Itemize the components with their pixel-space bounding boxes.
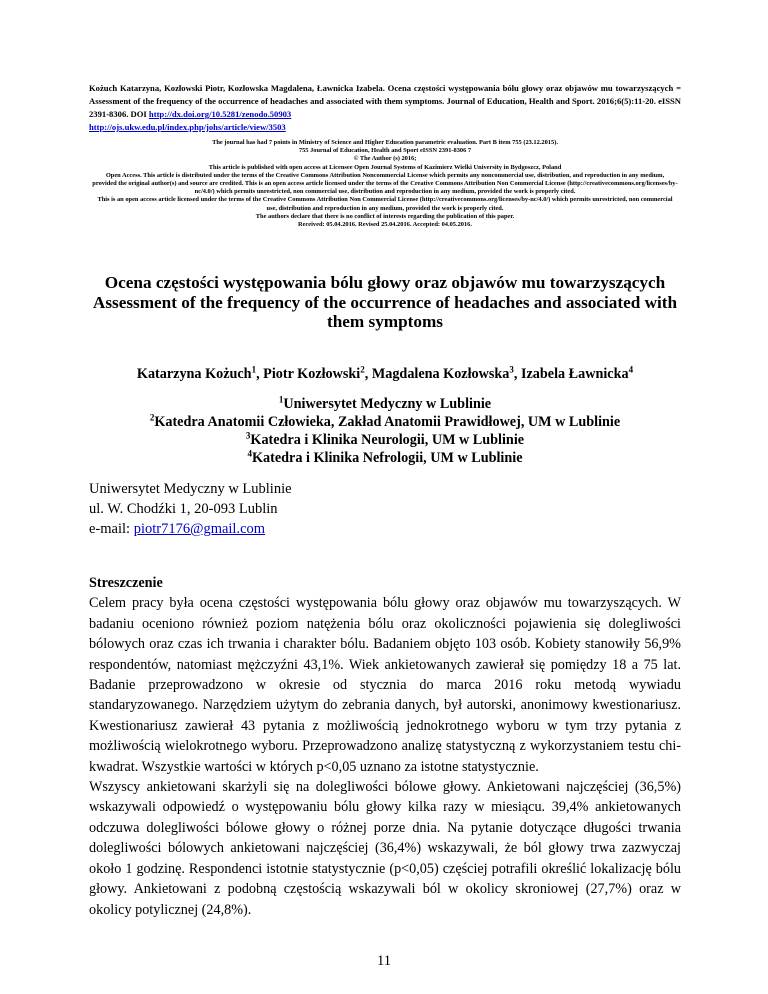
title-english: Assessment of the frequency of the occurrence of headaches and associated with them symptoms [92, 292, 678, 331]
doi-link[interactable]: http://dx.doi.org/10.5281/zenodo.50903 [148, 109, 292, 119]
affiliation: $^1$Uniwersytet Medyczny w Lublinie [278, 394, 492, 412]
author-sup: 4 [628, 364, 634, 375]
license-line: use, distribution and reproduction in any medium, provided the work is properly cited. [266, 204, 504, 212]
author-sup: 3 [509, 364, 514, 375]
author-name: Katarzyna Kożuch [136, 366, 252, 382]
abstract-paragraph: Celem pracy była ocena częstości występowania bólu głowy oraz objawów mu towarzyszących. W badaniu oceniono również poziom natężenia bólu oraz okoliczności pojawienia się dolegliwości bólowych oraz czas ich trwania i charakter bólu. Badaniem objęto 103 osób. Kobiety stanowiły 56,9% respondentów, natomiast mężczyźni 43,1%. Wiek ankietowanych zawierał się pomiędzy 18 a 75 lat. Badanie przeprowadzono w okresie od stycznia do marca 2016 roku metodą wywiadu standaryzowanego. Narzędziem użytym do zebrania danych, był autorski, anonimowy kwestionariusz. Kwestionariusz zawierał 43 pytania z możliwością jednokrotnego wyboru w tym trzy pytania z możliwością wielokrotnego wyboru. Przeprowadzono analizę statystyczną z wykorzystaniem testu chi-kwadrat. Wszystkie wartości w których p<0,05 uznano za istotne statystycznie. [89, 595, 681, 775]
license-block [86, 139, 684, 229]
affiliation: $^4$Katedra i Klinika Nefrologii, UM w Lublinie [247, 448, 523, 466]
author-name: Izabela Ławnicka [520, 366, 629, 382]
email-link[interactable]: piotr7176@gmail.com [133, 521, 266, 537]
author-sup: 1 [251, 364, 257, 375]
author-name: Magdalena Kozłowska [371, 366, 510, 382]
author-list: Katarzyna Kożuch$^1$, Piotr Kozłowski$^2$, Magdalena Kozłowska$^3$, Izabela Ławnicka$^4$ [136, 364, 634, 382]
affiliation: $^2$Katedra Anatomii Człowieka, Zakład Anatomii Prawidłowej, UM w Lublinie [149, 412, 621, 430]
license-line: The authors declare that there is no conflict of interests regarding the publication of this paper. [255, 212, 515, 220]
author-sup: 2 [360, 364, 365, 375]
affiliation-list [80, 395, 690, 467]
author-name: Piotr Kozłowski [263, 366, 361, 382]
license-line: provided the original author(s) and source are credited. This is an open access article licensed under the terms of the Creative Commons Attribution Non Commercial License (http://creativecommons.org/licenses/by-nc/4.0/) which permits unrestricted, non commercial use, distribution and reproduction in any medium, provided the work is properly cited. [92, 180, 678, 196]
license-line: 755 Journal of Education, Health and Sport eISSN 2391-8306 7 [298, 147, 472, 155]
affiliation: $^3$Katedra i Klinika Neurologii, UM w Lublinie [245, 430, 525, 448]
correspondence-address [89, 479, 489, 539]
abstract-section [89, 573, 681, 920]
address-line: ul. W. Chodźki 1, 20-093 Lublin [89, 501, 278, 517]
email-line: e-mail: piotr7176@gmail.com [89, 521, 266, 537]
abstract-paragraph: Wszyscy ankietowani skarżyli się na dolegliwości bólowe głowy. Ankietowani najczęściej (36,5%) wskazywali odpowiedź o występowaniu bólu głowy kilka razy w miesiącu. 39,4% ankietowanych odczuwa dolegliwości bólowe głowy o różnej porze dnia. Na pytanie dotyczące długości trwania dolegliwości bólowych ankietowani najczęściej (36,4%) wskazywali, że ból głowy trwa zazwyczaj około 1 godzinę. Respondenci istotnie statystycznie (p<0,05) częściej potrafili określić lokalizację bólu głowy. Ankietowani z podobną częstością wskazywali ból w okolicy skroniowej (27,7%) oraz w okolicy potylicznej (24,8%). [89, 779, 681, 918]
license-line: Received: 05.04.2016. Revised 25.04.2016. Accepted: 04.05.2016. [298, 221, 472, 229]
page-number: 11 [377, 953, 391, 969]
license-line: © The Author (s) 2016; [353, 155, 417, 163]
license-line: Open Access. This article is distributed under the terms of the Creative Commons Attribution Noncommercial License which permits any noncommercial use, distribution, and reproduction in any medium, [105, 171, 665, 179]
citation-text: Kożuch Katarzyna, Kozłowski Piotr, Kozłowska Magdalena, Ławnicka Izabela. Ocena częstości występowania bólu głowy oraz objawów mu towarzyszących = Assessment of the frequency of the occurrence of headaches and associated with them symptoms. Journal of Education, Health and Sport. 2016;6(5):11-20. eISSN 2391-8306. DOI [89, 83, 681, 119]
license-line: This is an open access article licensed under the terms of the Creative Commons Attribution Non Commercial License (http://creativecommons.org/licenses/by-nc/4.0/) which permits unrestricted, non commercial [97, 196, 673, 204]
license-line: The journal has had 7 points in Ministry of Science and Higher Education parametric evaluation. Part B item 755 (23.12.2015). [212, 139, 558, 146]
ojs-link[interactable]: http://ojs.ukw.edu.pl/index.php/johs/article/view/3503 [89, 122, 286, 132]
title-polish: Ocena częstości występowania bólu głowy oraz objawów mu towarzyszących [104, 273, 666, 292]
abstract-heading: Streszczenie [89, 575, 163, 591]
address-line: Uniwersytet Medyczny w Lublinie [89, 481, 292, 497]
article-title [80, 273, 690, 332]
license-line: This article is published with open access at Licensee Open Journal Systems of Kazimierz Wielki University in Bydgoszcz, Poland [208, 163, 562, 171]
citation-block [89, 82, 681, 134]
